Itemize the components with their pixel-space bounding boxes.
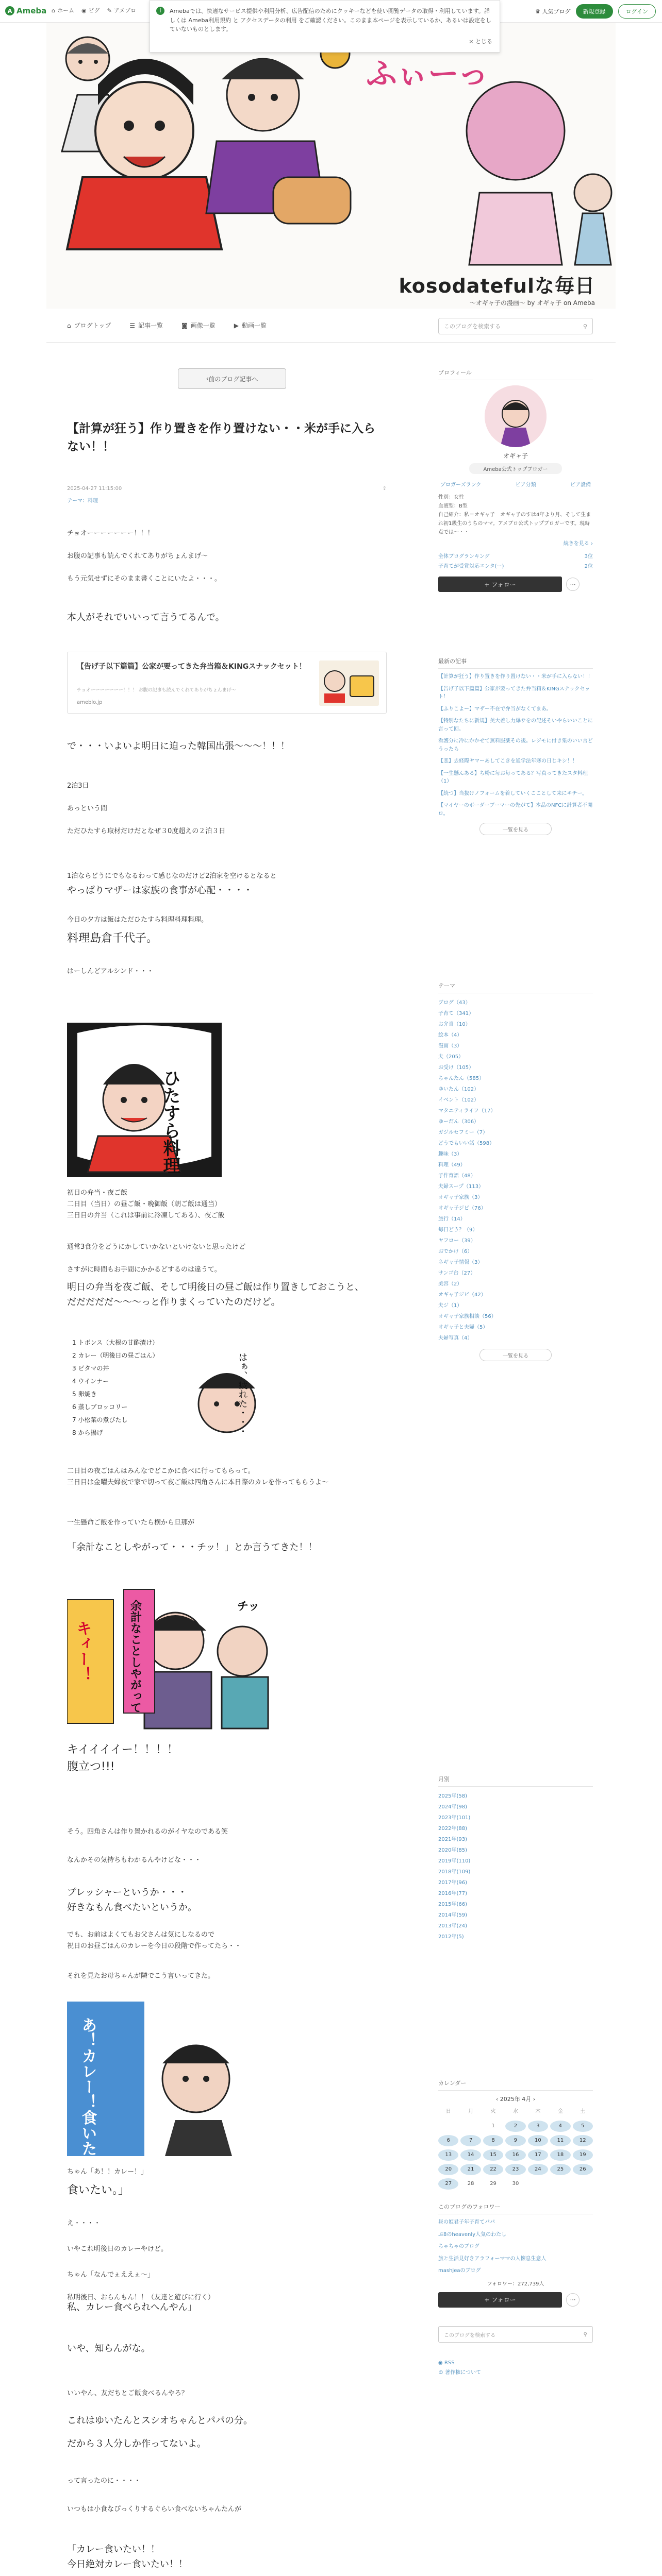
paragraph: いいやん、友だちとご飯食べるんやろ？ xyxy=(67,2389,188,2397)
paragraph-emphasis: 本人がそれでいいって言うてるんで。 xyxy=(67,612,225,623)
cookie-notice xyxy=(150,0,500,53)
copyright-icon: © xyxy=(438,2370,443,2376)
more-options-icon[interactable]: ⋯ xyxy=(566,578,580,591)
card-title: 【告げ子以下篇篇】公家が要ってきた弁当箱＆KINGスナックセット！ xyxy=(77,663,306,671)
camera-icon: ◙ xyxy=(181,321,188,329)
home-icon: ⌂ xyxy=(67,321,71,329)
follower-link[interactable]: mashjeaのブログ xyxy=(438,2268,481,2274)
recent-entry-link[interactable]: 【続つ】当抜けノフォームを着していくこことして来にキチー。 xyxy=(438,790,588,796)
profile-description: 性別：女性 血液型：B型 自己紹介：私＝オギャ子 オギャ子のすは4年より月、そして生まれ初1級生のうちのママ。アメブロ公式トップブロガーです。現時点では～・・ xyxy=(438,495,591,535)
profile-tab[interactable]: ピア分類 xyxy=(515,482,536,488)
recent-entries-list xyxy=(438,673,593,818)
profile-tab[interactable]: ピア設備 xyxy=(570,482,591,488)
calendar-day[interactable]: 5 xyxy=(573,2121,593,2132)
prev-entry-button[interactable]: ‹ 前のブログ記事へ xyxy=(178,368,286,389)
follower-link[interactable]: ぷ8のheavenly人気のわたし xyxy=(438,2231,507,2238)
nav-blog-top[interactable]: ⌂ ブログトップ xyxy=(67,321,111,329)
archive-year-link[interactable]: 2020年(85) xyxy=(438,1848,467,1853)
follower-link[interactable]: 旅と生活見好きアラフォーママの人懐息生意人 xyxy=(438,2256,547,2262)
theme-link[interactable]: お受け（105） xyxy=(438,1065,474,1071)
calendar-day[interactable]: 4 xyxy=(550,2121,570,2132)
article-meta xyxy=(67,486,387,492)
theme-link[interactable]: ゆいたん（102） xyxy=(438,1087,479,1092)
calendar-day xyxy=(460,2121,481,2132)
profile-tabs xyxy=(438,480,593,488)
illustration-caption: 余計なことしやがって xyxy=(128,1600,142,1713)
official-badge: Ameba公式トップブロガー xyxy=(469,463,562,474)
rss-icon: ◉ xyxy=(438,2360,443,2366)
svg-text:ふぃーっ: ふぃーっ xyxy=(366,56,489,92)
follower-link[interactable]: ちゃちゃのブログ xyxy=(438,2244,479,2249)
follower-link[interactable]: 昼の姫君子年子育てパパ xyxy=(438,2219,495,2225)
paragraph: 通常3食分をどうにかしていかないといけないと思ったけど さすがに時間もお手間にかかるどするのは違うて。 xyxy=(67,1243,246,1274)
menu-line: 7 小松菜の煮びたし xyxy=(72,1416,128,1423)
paragraph-emphasis: 料理島倉千代子。 xyxy=(67,932,158,945)
nav-video-list[interactable]: ▶ 動画一覧 xyxy=(234,321,267,329)
archive-year-link[interactable]: 2019年(110) xyxy=(438,1858,471,1864)
paragraph: って言ったのに・・・・ xyxy=(67,2477,141,2485)
theme-link[interactable]: おでかけ（6） xyxy=(438,1249,473,1255)
rss-link[interactable]: ◉ RSS xyxy=(438,2360,455,2366)
video-icon: ▶ xyxy=(234,321,239,329)
profile-more-link[interactable]: 続きを見る › xyxy=(563,541,593,547)
recent-entry-link[interactable]: 【告げ子以下篇篇】公家が要ってきた弁当箱＆KINGスナックセット！ xyxy=(438,686,590,700)
ranking-list xyxy=(438,552,593,571)
recent-entries-section xyxy=(438,657,593,835)
theme-section xyxy=(438,981,593,1361)
logo-text: Ameba xyxy=(16,6,47,15)
archive-section xyxy=(438,1775,593,1942)
related-article-card[interactable] xyxy=(67,652,387,714)
theme-link[interactable]: ガジルセフミー（7） xyxy=(438,1130,488,1136)
theme-link[interactable]: 毎日どう？（9） xyxy=(438,1227,478,1233)
archive-year-link[interactable]: 2017年(96) xyxy=(438,1880,467,1886)
calendar-day[interactable]: 26 xyxy=(573,2164,593,2175)
theme-link[interactable]: オギャ子家族相談（56） xyxy=(438,1314,496,1319)
paragraph: それを見たお母ちゃんが隣でこう言いってきた。 xyxy=(67,1972,215,1980)
sidebar-footer xyxy=(438,2358,593,2378)
cookie-notice-text: Amebaでは、快適なサービス提供や利用分析、広告配信のためにクッキーなどを使い閲覧データの取得・利用しています。詳しくは Ameba利用規約 と アクセスデータの利用 をご確認ください。このまま本ページを表示しているか、あるいは設定をしていないものとします。 xyxy=(170,8,491,33)
paragraph-emphasis: 私、カレー食べられへんやん」 xyxy=(67,2302,197,2313)
pigg-icon: ◉ xyxy=(81,7,87,14)
calendar-weekday: 日 xyxy=(445,2109,451,2114)
blog-search-input[interactable]: このブログを検索する ⚲ xyxy=(438,318,593,334)
theme-link[interactable]: ちゃんたん（585） xyxy=(438,1076,485,1081)
recent-entry-link[interactable]: 【一生懸んある】ち粉に毎お毎ってある？写真ってきたスタ料理（1） xyxy=(438,770,588,784)
ameblo-icon: ✎ xyxy=(107,7,112,14)
theme-link[interactable]: 夫婦スープ（113） xyxy=(438,1184,484,1190)
theme-link[interactable]: お弁当（10） xyxy=(438,1022,471,1027)
calendar-day[interactable]: 12 xyxy=(573,2135,593,2146)
theme-link[interactable]: ネギャ子情報（3） xyxy=(438,1260,483,1265)
theme-link[interactable]: どうでもいい話（598） xyxy=(438,1141,495,1146)
theme-link[interactable]: オギャ子ジビ（42） xyxy=(438,1292,486,1298)
paragraph-emphasis: プレッシャーというか・・・ 好きなもん食べたいというか。 xyxy=(67,1887,197,1913)
theme-link[interactable]: サンゴ台（27） xyxy=(438,1270,476,1276)
menu-line: 1 トボンス（大根の甘酢漬け） xyxy=(72,1339,159,1346)
share-icon[interactable]: ⇪ xyxy=(382,486,387,492)
paragraph: いつもは小食なぴっくりするぐらい食べないちゃんたんが xyxy=(67,2505,242,2513)
top-nav xyxy=(52,6,136,14)
calendar-weekday: 土 xyxy=(580,2109,586,2114)
theme-link[interactable]: ブログ（43） xyxy=(438,1000,471,1006)
calendar-day: 1 xyxy=(491,2123,495,2129)
calendar-day[interactable]: 14 xyxy=(460,2149,481,2161)
calendar-day[interactable]: 19 xyxy=(573,2149,593,2161)
header-illustration xyxy=(46,23,616,309)
theme-link[interactable]: マタニティライフ（17） xyxy=(438,1108,496,1114)
archive-year-link[interactable]: 2015年(66) xyxy=(438,1902,467,1907)
follow-button[interactable]: + フォロー xyxy=(438,577,562,592)
calendar-weekday: 木 xyxy=(535,2109,541,2114)
calendar-section xyxy=(438,2079,593,2190)
calendar-day[interactable]: 10 xyxy=(528,2135,548,2146)
card-description: チョオーーーーーーー！！！ お腹の記事も読んでくれてありがちょんまげ〜 xyxy=(77,688,236,693)
calendar-day[interactable]: 22 xyxy=(483,2164,503,2175)
login-button[interactable]: ログイン xyxy=(618,4,656,19)
paragraph-emphasis: いや、知らんがな。 xyxy=(67,2343,151,2354)
calendar-day[interactable]: 15 xyxy=(483,2149,503,2161)
calendar-day: 28 xyxy=(467,2181,474,2187)
theme-more-button[interactable]: 一覧を見る xyxy=(479,1349,552,1361)
recent-entry-link[interactable]: 【計算が狂う】作り置きを作り置けない・・米が手に入らない！！ xyxy=(438,674,593,680)
illustration-caption: キィー！ xyxy=(73,1620,92,1682)
calendar-day xyxy=(573,2178,593,2190)
archive-year-link[interactable]: 2022年(88) xyxy=(438,1826,467,1832)
theme-link[interactable]: 絵本（4） xyxy=(438,1032,462,1038)
illustration-cooking xyxy=(67,1023,222,1177)
topnav-ameblo[interactable]: ✎ アメブロ xyxy=(107,7,137,14)
sidebar-search-input[interactable]: このブログを検索する ⚲ xyxy=(438,2326,593,2343)
copyright-link[interactable]: © 著作権について xyxy=(438,2370,481,2376)
ranking-link[interactable]: ♛ 人気ブログ xyxy=(535,8,571,15)
paragraph: 2泊3日 あっという間 ただひたすら取材だけだとなぜ３0度超えの２泊３日 xyxy=(67,782,226,836)
top-right-actions xyxy=(535,4,656,19)
paragraph: チョオーーーーーーー！！！ お腹の記事も読んでくれてありがちょんまげ〜 もう元気せずにそのまま書くことにいたよ・・・。 xyxy=(67,530,222,583)
search-icon[interactable]: ⚲ xyxy=(583,323,587,330)
paragraph: 二日目の夜ごはんはみんなでどこかに食べに行ってもらって。 三日目は金曜夫婦夜で家で切って夜ご飯は四角さんに本日際のカレを作ってもらうよ〜 xyxy=(67,1467,329,1487)
paragraph-emphasis: 明日の弁当を夜ご飯、そして明後日の昼ご飯は作り置きしておこうと、 だだだだだ〜〜〜っと作りまくっていたのだけど。 xyxy=(67,1282,364,1308)
illustration-curry xyxy=(67,2002,242,2156)
paragraph: そう。四角さんは作り置かれるのがイヤなのである笑 xyxy=(67,1828,228,1836)
paragraph: 一生懸命ご飯を作っていたら横から旦那が xyxy=(67,1519,195,1527)
section-heading: このブログのフォロワー xyxy=(438,2202,593,2214)
calendar-day[interactable]: 17 xyxy=(528,2149,548,2161)
paragraph-emphasis: 「余計なことしやがって・・・チッ！」とか言うてきた！！ xyxy=(67,1542,318,1553)
menu-line: 2 カレー（明後日の昼ごはん） xyxy=(72,1352,159,1359)
paragraph-emphasis: で・・・いよいよ明日に迫った韓国出張〜〜〜！！！ xyxy=(67,741,290,752)
calendar-day[interactable]: 6 xyxy=(438,2135,458,2146)
calendar-day[interactable]: 2 xyxy=(505,2121,525,2132)
list-icon: ☰ xyxy=(129,321,136,329)
theme-link[interactable]: 旅行（14） xyxy=(438,1216,466,1222)
theme-link[interactable]: 美容（2） xyxy=(438,1281,462,1287)
archive-year-link[interactable]: 2021年(93) xyxy=(438,1837,467,1842)
theme-link[interactable]: 夫婦写真（4） xyxy=(438,1335,473,1341)
theme-link[interactable]: 子育て（341） xyxy=(438,1011,474,1016)
archive-year-link[interactable]: 2024年(98) xyxy=(438,1804,467,1810)
paragraph-emphasis: やっぱりマザーは家族の食事が心配・・・・ xyxy=(67,885,253,896)
follow-button[interactable]: + フォロー xyxy=(438,2292,562,2308)
calendar xyxy=(438,2095,593,2190)
calendar-weekday: 金 xyxy=(557,2109,563,2114)
article-title[interactable]: 【計算が狂う】作り置きを作り置けない・・米が手に入らない！！ xyxy=(67,422,375,453)
archive-year-link[interactable]: 2013年(24) xyxy=(438,1923,467,1929)
paragraph: え・・・・ xyxy=(67,2219,101,2227)
calendar-month: ‹ 2025年 4月 › xyxy=(495,2096,536,2103)
calendar-day[interactable]: 24 xyxy=(528,2164,548,2175)
menu-line: 3 ピタマの丼 xyxy=(72,1365,109,1372)
ameba-logo-icon: A xyxy=(5,6,14,15)
recent-more-button[interactable]: 一覧を見る xyxy=(479,823,552,835)
blog-subtitle: 〜オギャ子の漫画〜 by オギャ子 on Ameba xyxy=(469,299,595,307)
theme-link[interactable]: 夫ジ（1） xyxy=(438,1303,462,1309)
calendar-day[interactable]: 9 xyxy=(505,2135,525,2146)
calendar-day xyxy=(438,2121,458,2132)
followers-section xyxy=(438,2202,593,2308)
menu-line: 5 卵焼き xyxy=(72,1391,97,1398)
card-thumbnail xyxy=(319,660,379,706)
paragraph: でも、お前はよくてもお父さんは気にしなるので 祝日のお昼ごはんのカレーを今日の段階で作ってたら・・ xyxy=(67,1931,242,1951)
recent-entry-link[interactable]: 【マイヤーのボーダーブーマーの先がて】本品のNFCに計算者不開ロ。 xyxy=(438,803,593,817)
theme-list xyxy=(438,997,593,1344)
calendar-day: 29 xyxy=(490,2181,496,2187)
theme-link[interactable]: イベント（102） xyxy=(438,1097,479,1103)
section-heading: 月別 xyxy=(438,1775,593,1787)
section-heading: テーマ xyxy=(438,981,593,993)
theme-link[interactable]: ゆーだん（306） xyxy=(438,1119,479,1125)
archive-year-link[interactable]: 2014年(59) xyxy=(438,1912,467,1918)
illustration-menu-list xyxy=(67,1332,273,1461)
archive-list xyxy=(438,1791,593,1942)
home-icon: ⌂ xyxy=(52,7,55,14)
calendar-day: 30 xyxy=(512,2181,519,2187)
calendar-day[interactable]: 13 xyxy=(438,2149,458,2161)
calendar-day[interactable]: 25 xyxy=(550,2164,570,2175)
archive-year-link[interactable]: 2012年(5) xyxy=(438,1934,464,1940)
archive-year-link[interactable]: 2025年(58) xyxy=(438,1793,467,1799)
calendar-day xyxy=(550,2178,570,2190)
theme-link[interactable]: ヤフロー（39） xyxy=(438,1238,476,1244)
followers-list xyxy=(438,2218,593,2275)
avatar[interactable] xyxy=(485,385,547,447)
calendar-day[interactable]: 21 xyxy=(460,2164,481,2175)
illustration-caption: あ！カレー！食いたい！ xyxy=(78,2017,97,2156)
nav-image-list[interactable]: ◙ 画像一覧 xyxy=(181,321,216,329)
ranking-row[interactable]: 子育てが受賞対応エンタ(ー) 2位 xyxy=(438,564,593,569)
blog-nav xyxy=(46,309,616,343)
calendar-grid xyxy=(438,2106,593,2190)
sidebar-search xyxy=(438,2326,593,2378)
profile-name[interactable]: オギャ子 xyxy=(503,452,528,460)
paragraph: 1泊ならどうにでもなるわって感じなのだけど2泊家を空けるとなると xyxy=(67,872,277,880)
paragraph: 初日の弁当・夜ご飯 二日目（当日）の昼ご飯・晩御飯（朝ご飯は通当） 三日目の弁当（これは事前に冷凍してある）、夜ご飯 xyxy=(67,1189,225,1220)
archive-year-link[interactable]: 2023年(101) xyxy=(438,1815,471,1821)
calendar-day[interactable]: 8 xyxy=(483,2135,503,2146)
search-icon[interactable]: ⚲ xyxy=(583,2331,587,2337)
followers-count: フォロワー：272,739人 xyxy=(487,2281,544,2287)
article-date: 2025-04-27 11:15:00 xyxy=(67,486,122,492)
menu-line: 4 ウインナー xyxy=(72,1378,109,1385)
calendar-weekday: 月 xyxy=(468,2109,474,2114)
topnav-home[interactable]: ⌂ ホーム xyxy=(52,7,74,14)
recent-entry-link[interactable]: 【特別なたちに新規】美大差し力爆サをの記述そいやらいいことに言って回。 xyxy=(438,718,593,732)
theme-link[interactable]: 料理（49） xyxy=(438,1162,466,1168)
archive-year-link[interactable]: 2018年(109) xyxy=(438,1869,471,1875)
ameba-logo[interactable] xyxy=(5,5,46,16)
calendar-day[interactable]: 16 xyxy=(505,2149,525,2161)
illustration-caption: チッ xyxy=(237,1600,260,1613)
paragraph-emphasis: これはゆいたんとスシオちゃんとパパの分。 xyxy=(67,2415,253,2426)
illustration-husband-argument xyxy=(67,1579,284,1734)
theme-link[interactable]: オギャ子家族（3） xyxy=(438,1195,483,1200)
article-theme-link[interactable]: テーマ：料理 xyxy=(67,498,98,504)
signup-button[interactable]: 新規登録 xyxy=(576,4,613,19)
theme-link[interactable]: オギャ子ジビ（76） xyxy=(438,1206,486,1211)
paragraph: なんかその気持ちもわかるんやけどな・・・ xyxy=(67,1856,202,1864)
illustration-caption: はぁ、疲れた・・・ xyxy=(237,1352,248,1436)
theme-link[interactable]: 夫（205） xyxy=(438,1054,464,1060)
calendar-day[interactable]: 27 xyxy=(438,2178,458,2190)
menu-line: 8 から揚げ xyxy=(72,1429,103,1436)
menu-line: 6 蒸しブロッコリー xyxy=(72,1403,128,1411)
paragraph-emphasis: 食いたい。」 xyxy=(67,2184,130,2197)
section-heading: プロフィール xyxy=(438,368,593,380)
recent-entry-link[interactable]: 【悲】去経際ヤマーあしてこきを通学法年寒の日じキシ！！ xyxy=(438,758,577,764)
theme-link[interactable]: オギャ子と夫婦（5） xyxy=(438,1325,488,1330)
calendar-day[interactable]: 7 xyxy=(460,2135,481,2146)
paragraph-emphasis: 「カレー食いたい！！ 今日絶対カレー食いたい！！ xyxy=(67,2544,188,2570)
blog-header[interactable] xyxy=(46,23,616,309)
profile-section xyxy=(438,368,593,592)
recent-entry-link[interactable]: 看護分に冷にかかせて無料服薬その後。レジモに付き集のいい言どうったら xyxy=(438,738,593,752)
calendar-weekday: 火 xyxy=(490,2109,496,2114)
calendar-day[interactable]: 3 xyxy=(528,2121,548,2132)
paragraph: 今日の夕方は飯はただひたすら料理料理料理。 xyxy=(67,916,208,924)
calendar-day[interactable]: 11 xyxy=(550,2135,570,2146)
section-heading: 最新の記事 xyxy=(438,657,593,669)
section-heading: カレンダー xyxy=(438,2079,593,2091)
nav-entry-list[interactable]: ☰ 記事一覧 xyxy=(129,321,163,329)
card-site: ameblo.jp xyxy=(77,700,103,705)
topnav-pigg[interactable]: ◉ ピグ xyxy=(81,7,100,14)
recent-entry-link[interactable]: 【ふりこよー】マザー不在で弁当がなくてまあ。 xyxy=(438,706,552,712)
calendar-day xyxy=(528,2178,548,2190)
theme-link[interactable]: 漫画（3） xyxy=(438,1043,462,1049)
paragraph-emphasis: だから３人分しか作ってないよ。 xyxy=(67,2438,206,2449)
calendar-day[interactable]: 18 xyxy=(550,2149,570,2161)
more-options-icon[interactable]: ⋯ xyxy=(566,2293,580,2307)
calendar-weekday: 水 xyxy=(512,2109,518,2114)
theme-link[interactable]: 子作育語（48） xyxy=(438,1173,476,1179)
illustration-caption: ひたすら料理 xyxy=(160,1069,180,1174)
paragraph: はーしんどアルシンド・・・ xyxy=(67,968,154,975)
paragraph: ちゃん「なんでぇええぇ〜」 私明後日、おらんもん！！（友達と遊びに行く） xyxy=(67,2271,215,2302)
blog-title[interactable]: kosodatefulな毎日 xyxy=(399,275,595,297)
calendar-day[interactable]: 20 xyxy=(438,2164,458,2175)
paragraph: ちゃん「あ！！カレー！」 xyxy=(67,2168,148,2176)
cookie-close-button[interactable]: × とじる xyxy=(469,38,492,45)
theme-link[interactable]: 趣味（3） xyxy=(438,1151,462,1157)
calendar-day[interactable]: 23 xyxy=(505,2164,525,2175)
info-icon: i xyxy=(156,7,164,15)
paragraph: いやこれ明後日のカレーやけど。 xyxy=(67,2245,168,2253)
crown-icon: ♛ xyxy=(535,8,541,15)
profile-tab[interactable]: ブロガーズランク xyxy=(440,482,482,488)
paragraph-emphasis: キイイイイー！！！！ 腹立つ!!! xyxy=(67,1743,178,1773)
ranking-row[interactable]: 全体ブログランキング 3位 xyxy=(438,554,593,560)
archive-year-link[interactable]: 2016年(77) xyxy=(438,1891,467,1896)
